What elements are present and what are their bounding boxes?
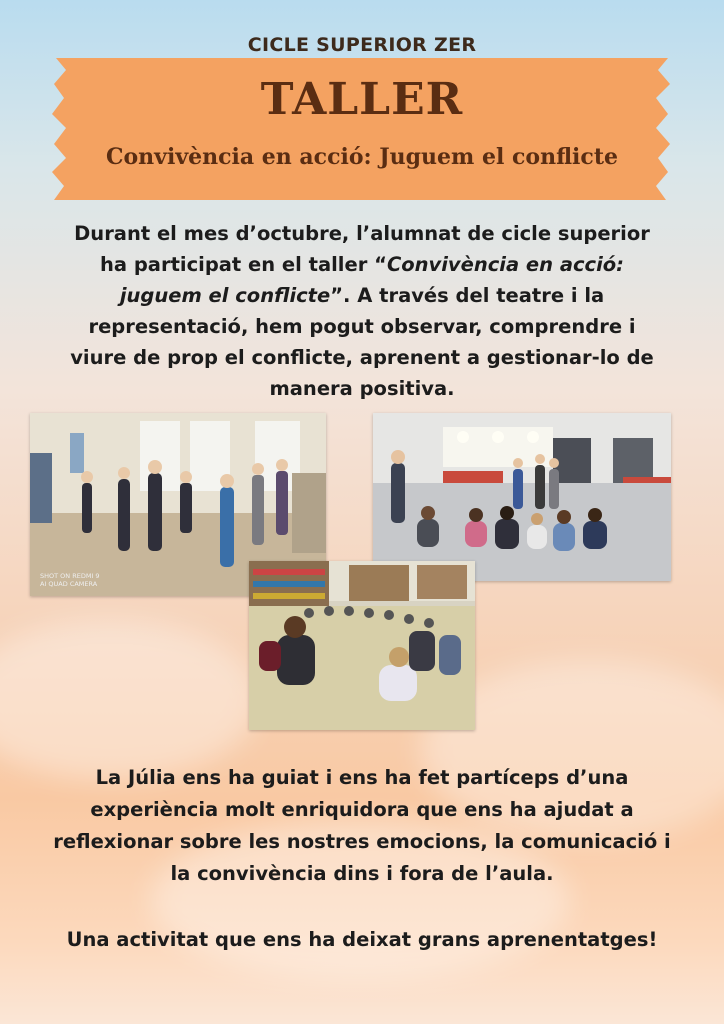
photo-hall-activity (373, 413, 671, 581)
photo-library-activity (249, 561, 475, 730)
page-subtitle: Convivència en acció: Juguem el conflicte (106, 144, 618, 170)
watermark-line2: AI QUAD CAMERA (40, 580, 98, 588)
closing-sentence: Una activitat que ens ha deixat grans aprenentatges! (66, 928, 658, 951)
intro-text-part1: Durant el mes d’octubre, l’alumnat de cicle superior ha participat en el taller “ (74, 222, 650, 276)
camera-watermark (40, 572, 100, 588)
intro-workshop-name: Convivència en acció: juguem el conflicte (119, 253, 624, 307)
intro-paragraph (62, 218, 662, 404)
background-cloud (0, 620, 260, 780)
watermark-line1: SHOT ON REDMI 9 (40, 572, 100, 580)
closing-paragraph: La Júlia ens ha guiat i ens ha fet partíceps d’una experiència molt enriquidora que ens ha ajudat a reflexionar sobre les nostres emocions, la comunicació i la convivència dins i fora de l’aula. (53, 766, 671, 885)
title-banner (52, 58, 672, 200)
page-title: TALLER (260, 74, 464, 125)
cycle-label: CICLE SUPERIOR ZER (247, 34, 477, 56)
intro-text-part2: ”. A través del teatre i la representació, hem pogut observar, comprendre i viure de prop el conflicte, aprenent a gestionar-lo de manera positiva. (70, 284, 654, 400)
